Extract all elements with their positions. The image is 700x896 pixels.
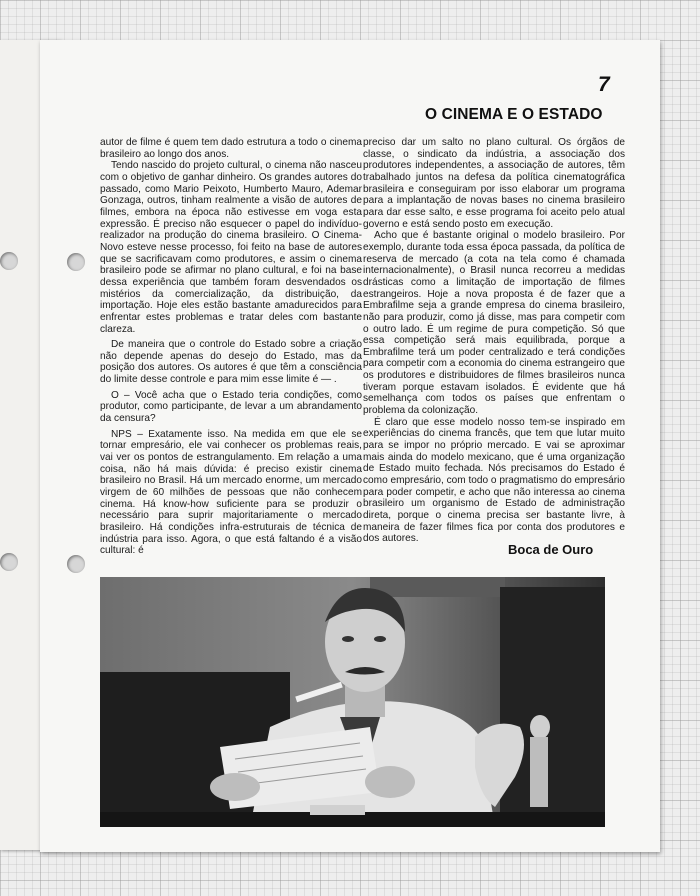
paragraph: Tendo nascido do projeto cultural, o cinema não nasceu com o objetivo de ganhar dinheiro. Os grandes autores do passado, como Mario Peixoto, Humberto Mauro, Ademar Gonzaga, outros, tinham realmente a visão de autores de filmes, embora na época não estivesse em voga esta expressão. É preciso não esquecer o papel do indivíduo-realizador na produção do cinema brasileiro. O Cinema-Novo esteve nesse processo, foi feito na base de autores que se sacrificavam como produtores, e assim o cinema brasileiro pode se afirmar no plano cultural, e foi na base dessa experiência que também foram desvendados os mistérios da comercialização, da distribuição, da importação. Hoje eles estão bastante amadurecidos para enfrentar estes problemas e tratar deles com bastante clareza.: [100, 160, 362, 335]
author-signature: Boca de Ouro: [508, 542, 594, 557]
binder-hole: [0, 553, 18, 571]
binder-hole: [67, 555, 85, 573]
paragraph: O – Você acha que o Estado teria condições, como produtor, como participante, de levar a um abrandamento da censura?: [100, 389, 362, 425]
right-column: [363, 137, 625, 545]
binder-hole: [0, 252, 18, 270]
magazine-page: [40, 40, 660, 852]
photo: [100, 577, 605, 827]
page-number: 7: [598, 73, 610, 96]
paragraph: autor de filme é quem tem dado estrutura a todo o cinema brasileiro ao longo dos anos.: [100, 137, 362, 160]
section-title: O CINEMA E O ESTADO: [425, 106, 603, 123]
paragraph: preciso dar um salto no plano cultural. Os órgãos de classe, o sindicato da indústria, a associação dos produtores independentes, a associação de autores, têm trabalhado juntos na defesa da política cinematográfica brasileira e conseguiram por isso elaborar um programa para a implantação de novas bases no cinema brasileiro para dar esse salto, e esse programa foi aceito pelo atual governo e está sendo posto em execução.: [363, 137, 625, 230]
paragraph: É claro que esse modelo nosso tem-se inspirado em experiências do cinema francês, que tem que lutar muito para se impor no próprio mercado. E vai se aproximar mais ainda do modelo mexicano, que é uma organização de Estado muito fechada. Nós precisamos do Estado é como empresário, com todo o pragmatismo do empresário para poder competir, e acho que não interessa ao cinema brasileiro um organismo de Estado de administração direta, porque o cinema precisa ser bastante livre, à maneira de fazer filmes fica por conta dos produtores e dos autores.: [363, 416, 625, 545]
left-column: [100, 137, 362, 557]
paragraph: NPS – Exatamente isso. Na medida em que ele se tornar empresário, ele vai conhecer os problemas reais, vai ver os pontos de estrangulamento. Em relação a uma coisa, não há mais dúvida: é preciso existir cinema brasileiro no Brasil. Há um mercado enorme, um mercado virgem de 60 milhões de pessoas que não conhecem cinema. Há know-how suficiente para se produzir o necessário para suprir majoritariamente o mercado brasileiro. Há condições infra-estruturais de técnica de indústria para isso. Agora, o que está faltando é a visão cultural: é: [100, 428, 362, 557]
paragraph: Acho que é bastante original o modelo brasileiro. Por exemplo, durante toda essa época passada, da política de reserva de mercado (a cota na tela como é chamada internacionalmente), o Brasil nunca recorreu a medidas drásticas como a limitação de importação de filmes estrangeiros. Hoje a nova proposta é de fazer que a Embrafilme seja a grande empresa do cinema brasileiro, não para produzir, como já disse, mas para competir com o outro lado. É um regime de pura competição. Só que essa competição será mais equilibrada, porque a Embrafilme terá um poder centralizado e terá condições para competir com a economia do cinema estrangeiro que os produtores e distribuidores de filmes brasileiros nunca tiveram porque estavam isolados. É evidente que há semelhança com todos os países que enfrentam o problema da colonização.: [363, 230, 625, 417]
paragraph: De maneira que o controle do Estado sobre a criação não depende apenas do desejo do Estado, mas da posição dos autores. Os autores é que têm a consciência do limite desse controle e para mim esse limite é — .: [100, 339, 362, 386]
binder-hole: [67, 253, 85, 271]
